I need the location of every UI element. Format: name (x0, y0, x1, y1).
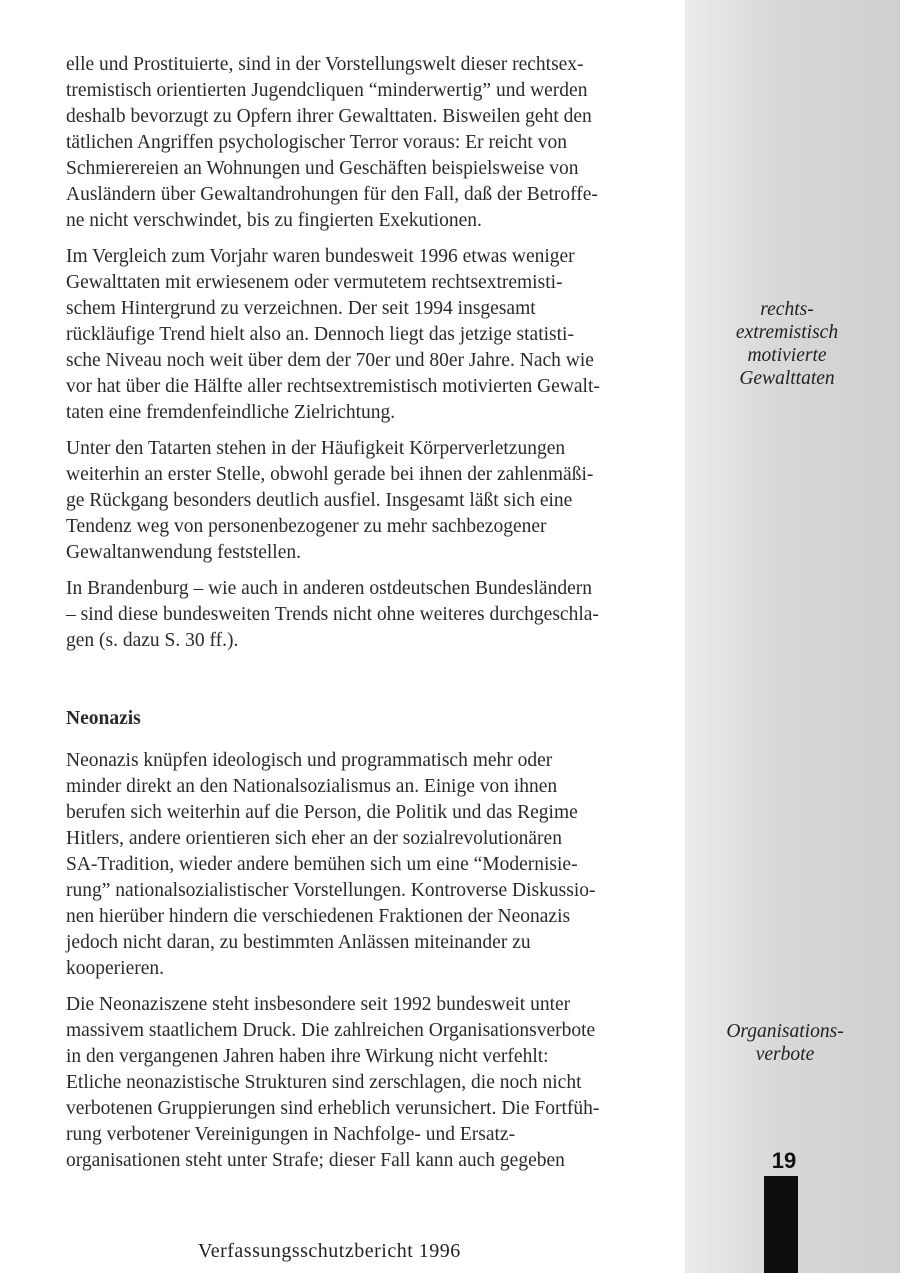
margin-note-line: rechts- (760, 299, 814, 320)
text-line: vor hat über die Hälfte aller rechtsextremistisch motivierten Gewalt- (66, 376, 600, 397)
text-line: SA-Tradition, wieder andere bemühen sich um eine “Modernisie- (66, 854, 578, 875)
text-line: schem Hintergrund zu verzeichnen. Der seit 1994 insgesamt (66, 298, 536, 319)
text-line: In Brandenburg – wie auch in anderen ostdeutschen Bundesländern (66, 578, 592, 599)
text-line: kooperieren. (66, 958, 164, 979)
paragraph (66, 436, 666, 566)
margin-note-line: motivierte (747, 345, 827, 366)
text-line: taten eine fremdenfeindliche Zielrichtung. (66, 402, 396, 423)
text-line: rung” nationalsozialistischer Vorstellungen. Kontroverse Diskussio- (66, 880, 596, 901)
margin-note-line: extremistisch (735, 322, 839, 343)
margin-column (685, 0, 900, 1273)
paragraph (66, 576, 666, 654)
text-line: Etliche neonazistische Strukturen sind zerschlagen, die noch nicht (66, 1072, 582, 1093)
text-line: Tendenz weg von personenbezogener zu mehr sachbezogener (66, 516, 547, 537)
text-line: organisationen steht unter Strafe; dieser Fall kann auch gegeben (66, 1150, 565, 1171)
text-line: Die Neonaziszene steht insbesondere seit 1992 bundesweit unter (66, 994, 571, 1015)
text-line: Hitlers, andere orientieren sich eher an der sozialrevolutionären (66, 828, 562, 849)
text-line: Im Vergleich zum Vorjahr waren bundesweit 1996 etwas weniger (66, 246, 575, 267)
text-line: tätlichen Angriffen psychologischer Terror voraus: Er reicht von (66, 132, 567, 153)
text-line: Schmierereien an Wohnungen und Geschäften beispielsweise von (66, 158, 579, 179)
section-heading: Neonazis (66, 708, 141, 729)
text-line: – sind diese bundesweiten Trends nicht ohne weiteres durchgeschla- (66, 604, 599, 625)
text-line: berufen sich weiterhin auf die Person, die Politik und das Regime (66, 802, 578, 823)
thumb-index-bar (764, 1176, 798, 1273)
margin-note-line: verbote (755, 1044, 815, 1065)
text-line: rückläufige Trend hielt also an. Dennoch liegt das jetzige statisti- (66, 324, 574, 345)
text-line: deshalb bevorzugt zu Opfern ihrer Gewalttaten. Bisweilen geht den (66, 106, 592, 127)
page-number: 19 (771, 1148, 797, 1173)
paragraph (66, 992, 666, 1174)
text-line: nen hierüber hindern die verschiedenen Fraktionen der Neonazis (66, 906, 571, 927)
text-line: jedoch nicht daran, zu bestimmten Anlässen miteinander zu (66, 932, 531, 953)
text-line: tremistisch orientierten Jugendcliquen “minderwertig” und werden (66, 80, 588, 101)
text-line: massivem staatlichem Druck. Die zahlreichen Organisationsverbote (66, 1020, 596, 1041)
margin-note-organisationsverbote (700, 1020, 870, 1066)
text-line: ge Rückgang besonders deutlich ausfiel. Insgesamt läßt sich eine (66, 490, 573, 511)
text-line: sche Niveau noch weit über dem der 70er und 80er Jahre. Nach wie (66, 350, 594, 371)
body-text-bottom (66, 748, 666, 1184)
text-line: Ausländern über Gewaltandrohungen für den Fall, daß der Betroffe- (66, 184, 598, 205)
text-line: minder direkt an den Nationalsozialismus an. Einige von ihnen (66, 776, 558, 797)
margin-note-line: Organisations- (726, 1021, 844, 1042)
text-line: ne nicht verschwindet, bis zu fingierten Exekutionen. (66, 210, 482, 231)
body-text-top (66, 52, 666, 664)
text-line: Gewalttaten mit erwiesenem oder vermutetem rechtsextremisti- (66, 272, 563, 293)
text-line: Neonazis knüpfen ideologisch und programmatisch mehr oder (66, 750, 553, 771)
margin-note-rechtsextremistische-gewalttaten (702, 298, 872, 390)
text-line: Gewaltanwendung feststellen. (66, 542, 302, 563)
paragraph (66, 244, 666, 426)
text-line: in den vergangenen Jahren haben ihre Wirkung nicht verfehlt: (66, 1046, 549, 1067)
margin-note-line: Gewalttaten (739, 368, 835, 389)
text-line: Unter den Tatarten stehen in der Häufigkeit Körperverletzungen (66, 438, 566, 459)
paragraph (66, 52, 666, 234)
text-line: rung verbotener Vereinigungen in Nachfolge- und Ersatz- (66, 1124, 516, 1145)
text-line: elle und Prostituierte, sind in der Vorstellungswelt dieser rechtsex- (66, 54, 584, 75)
text-line: verbotenen Gruppierungen sind erheblich verunsichert. Die Fortfüh- (66, 1098, 600, 1119)
text-line: gen (s. dazu S. 30 ff.). (66, 630, 239, 651)
paragraph (66, 748, 666, 982)
running-footer: Verfassungsschutzbericht 1996 (198, 1240, 461, 1262)
text-line: weiterhin an erster Stelle, obwohl gerade bei ihnen der zahlenmäßi- (66, 464, 594, 485)
